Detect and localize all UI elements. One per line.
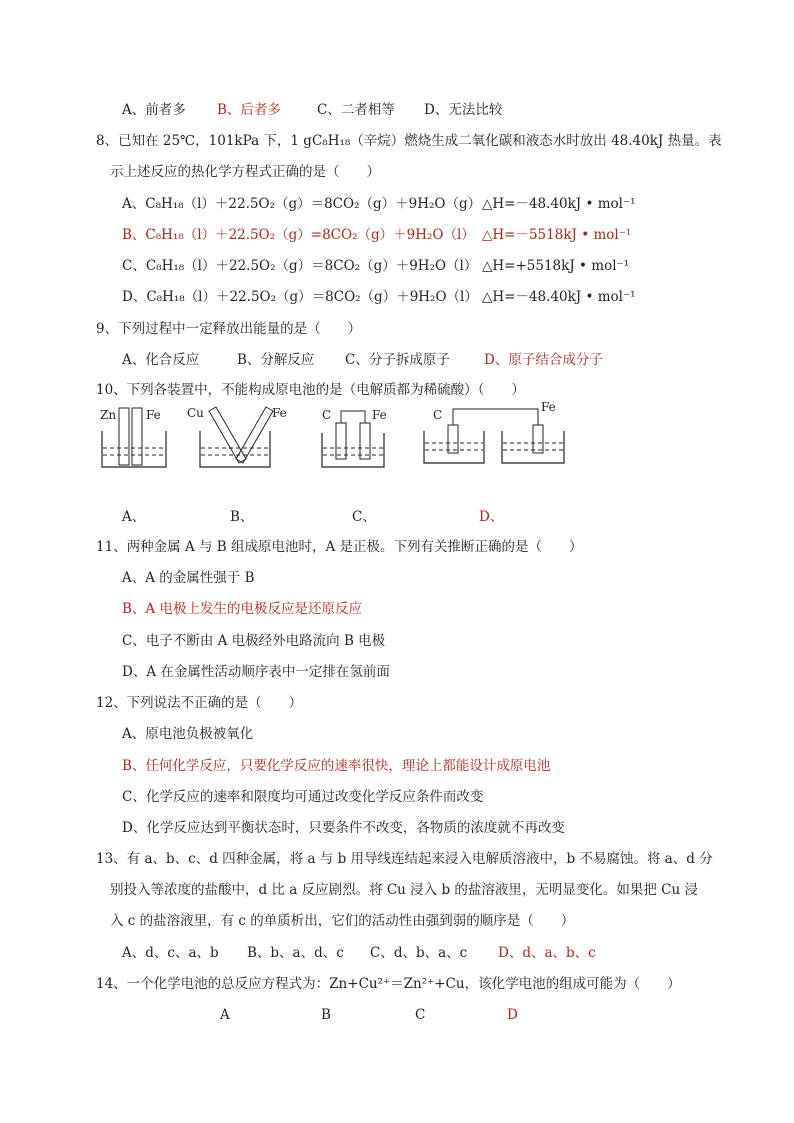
apparatus-a-electrode-left: Zn [100,408,117,422]
q13-stem-line3: 入 c 的盐溶液里，有 c 的单质析出，它们的活动性由强到弱的顺序是（ ） [110,913,575,929]
apparatus-d-electrode-left: C [433,408,443,422]
q8-option-b-equation: B、C₈H₁₈（l）＋22.5O₂（g）=8CO₂（g）＋9H₂O（l） [122,227,475,243]
q8-option-a-dh: △H=－48.40kJ • mol⁻¹ [482,196,636,212]
q13-stem-line2: 别投入等浓度的盐酸中，d 比 a 反应剧烈。将 Cu 浸入 b 的盐溶液里，无明显变化。如果把 Cu 浸 [110,882,699,898]
apparatus-c [322,408,387,467]
apparatus-b [187,406,287,467]
q13-option-d: D、d、a、b、c [498,945,596,961]
q12-option-a: A、原电池负极被氧化 [122,726,254,742]
q12-option-b: B、任何化学反应，只要化学反应的速率很快，理论上都能设计成原电池 [122,758,551,774]
q8-option-d [122,288,682,306]
q8-option-c-dh: △H=+5518kJ • mol⁻¹ [482,258,630,274]
q9-option-d: D、原子结合成分子 [484,352,603,368]
q8-option-b-dh: △H=－5518kJ • mol⁻¹ [482,227,632,243]
q7-option-d: D、无法比较 [424,102,503,118]
q8-option-d-dh: △H=－48.40kJ • mol⁻¹ [482,289,636,305]
apparatus-d-electrode-right: Fe [541,400,556,414]
q10-stem: 10、下列各装置中，不能构成原电池的是（电解质都为稀硫酸）（ ） [96,382,525,398]
apparatus-a-electrode-right: Fe [146,408,161,422]
q9-option-c: C、分子拆成原子 [345,352,450,368]
q11-stem: 11、两种金属 A 与 B 组成原电池时，A 是正极。下列有关推断正确的是（ ） [96,539,583,555]
q11-option-c: C、电子不断由 A 电极经外电路流向 B 电极 [122,633,386,649]
q11-option-a: A、A 的金属性强于 B [122,570,255,586]
q8-option-c [122,257,682,275]
q14-option-c: C [415,1007,426,1023]
q8-stem-line2: 示上述反应的热化学方程式正确的是（ ） [110,164,380,180]
q8-option-c-equation: C、C₈H₁₈（l）＋22.5O₂（g）＝8CO₂（g）＋9H₂O（l） [122,258,478,274]
q7-option-c: C、二者相等 [317,102,395,118]
apparatus-c-electrode-left: C [322,408,332,422]
q8-stem-line1: 8、已知在 25℃，101kPa 下，1 gC₈H₁₈（辛烷）燃烧生成二氧化碳和液态水时放出 48.40kJ 热量。表 [96,133,722,149]
q10-apparatus-figure [96,400,576,483]
q13-option-a: A、d、c、a、b [122,945,219,961]
q7-option-b: B、后者多 [217,102,281,118]
apparatus-c-electrode-right: Fe [372,408,387,422]
q8-option-b [122,226,682,244]
q7-option-a: A、前者多 [122,102,186,118]
q11-option-b: B、A 电极上发生的电极反应是还原反应 [122,601,362,617]
q8-option-a [122,195,682,213]
q11-option-d: D、A 在金属性活动顺序表中一定排在氢前面 [122,664,390,680]
q14-stem: 14、一个化学电池的总反应方程式为：Zn+Cu²⁺＝Zn²⁺+Cu，该化学电池的组成可能为（ ） [96,976,681,992]
q10-option-c: C、 [352,509,376,525]
q13-stem-line1: 13、有 a、b、c、d 四种金属，将 a 与 b 用导线连结起来浸入电解质溶液中，b 不易腐蚀。将 a、d 分 [96,851,713,867]
apparatus-a [100,408,166,467]
q8-option-d-equation: D、C₈H₁₈（l）＋22.5O₂（g）＝8CO₂（g）＋9H₂O（l） [122,289,478,305]
q12-option-c: C、化学反应的速率和限度均可通过改变化学反应条件而改变 [122,789,484,805]
apparatus-d [424,400,564,463]
q12-stem: 12、下列说法不正确的是（ ） [96,695,303,711]
q10-option-a: A、 [122,509,146,525]
q10-option-d: D、 [479,509,504,525]
q8-option-a-equation: A、C₈H₁₈（l）＋22.5O₂（g）＝8CO₂（g）＋9H₂O（g） [122,196,482,212]
apparatus-b-electrode-left: Cu [187,406,204,420]
q13-option-c: C、d、b、a、c [370,945,468,961]
q9-option-b: B、分解反应 [237,352,315,368]
q13-option-b: B、b、a、d、c [247,945,344,961]
apparatus-b-electrode-right: Fe [272,406,287,420]
q10-option-b: B、 [230,509,254,525]
q9-option-a: A、化合反应 [122,352,200,368]
q14-option-a: A [220,1007,230,1023]
q14-option-b: B [321,1007,331,1023]
q7-options [122,101,622,119]
q14-option-d: D [507,1007,518,1023]
q9-stem: 9、下列过程中一定释放出能量的是（ ） [96,321,362,337]
q12-option-d: D、化学反应达到平衡状态时，只要条件不改变，各物质的浓度就不再改变 [122,820,565,836]
